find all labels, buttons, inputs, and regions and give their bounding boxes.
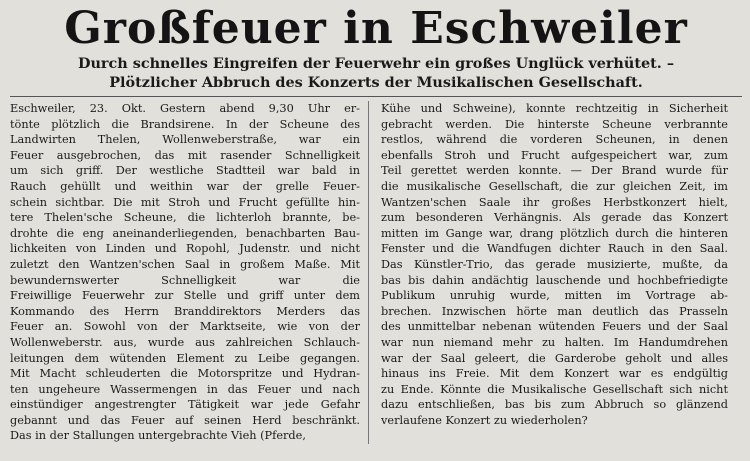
text-line: Wollenweberstr. aus, wurde aus zahlreichen Schlauch- [10, 335, 360, 349]
text-line: brechen. Inzwischen hörte man deutlich das Prasseln [381, 304, 728, 318]
text-line: ebenfalls Stroh und Frucht aufgespeichert war, zum [381, 148, 728, 162]
column-left [10, 101, 369, 444]
text-line: war der Saal geleert, die Garderobe geholt und alles [381, 351, 728, 365]
text-line: Fenster und die Wandfugen dichter Rauch in den Saal. [381, 242, 728, 256]
text-line: dazu entschließen, bas bis zum Abbruch so glänzend [381, 398, 728, 412]
text-line: mitten im Gange war, drang plötzlich durch die hinteren [381, 226, 728, 240]
text-line: drohte die eng aneinanderliegenden, benachbarten Bau- [10, 226, 360, 240]
text-line: Landwirten Thelen, Wollenweberstraße, war ein [10, 133, 360, 147]
text-line: gebracht werden. Die hinterste Scheune verbrannte [381, 117, 728, 131]
column-right [369, 101, 728, 444]
text-line: Publikum unruhig wurde, mitten im Vortrage ab- [381, 289, 728, 303]
text-line: restlos, während die vorderen Scheunen, in denen [381, 133, 728, 147]
text-line: tere Thelen'sche Scheune, die lichterloh brannte, be- [10, 211, 360, 225]
headline: Großfeuer in Eschweiler [64, 3, 688, 54]
text-line: Das Künstler-Trio, das gerade musizierte, mußte, da [381, 257, 728, 271]
text-line: schein sichtbar. Die mit Stroh und Frucht gefüllte hin- [10, 195, 360, 209]
text-line: zum besonderen Verhängnis. Als gerade das Konzert [381, 211, 728, 225]
text-line: bas bis dahin andächtig lauschende und hochbefriedigte [381, 273, 728, 287]
text-line: bewundernswerter Schnelligkeit war die [10, 273, 360, 287]
text-line: Eschweiler, 23. Okt. Gestern abend 9,30 Uhr er- [10, 102, 360, 115]
text-line: Wantzen'schen Saale ihr großes Herbstkonzert hielt, [381, 195, 728, 209]
subhead-line-1: Durch schnelles Eingreifen der Feuerwehr ein großes Unglück verhütet. – [77, 55, 675, 72]
text-line: hinaus ins Freie. Mit dem Konzert war es endgültig [381, 367, 728, 381]
text-line: Mit Macht schleuderten die Motorspritze und Hydran- [10, 367, 360, 381]
divider [10, 96, 742, 97]
text-line: Feuer ausgebrochen, das mit rasender Schnelligkeit [10, 148, 360, 162]
text-line: um sich griff. Der westliche Stadtteil war bald in [10, 164, 360, 178]
text-line: lichkeiten von Linden und Ropohl, Judenstr. und nicht [10, 242, 360, 256]
text-line: zuletzt den Wantzen'schen Saal in großem Maße. Mit [10, 257, 360, 271]
text-line: ten ungeheure Wassermengen in das Feuer und nach [10, 382, 360, 396]
text-line: einstündiger angestrengter Tätigkeit war jede Gefahr [10, 398, 360, 412]
subhead-line-2: Plötzlicher Abbruch des Konzerts der Musikalischen Gesellschaft. [109, 74, 643, 91]
text-line: Kommando des Herrn Branddirektors Merders das [10, 304, 360, 318]
text-line: zu Ende. Könnte die Musikalische Gesellschaft sich nicht [381, 382, 728, 396]
text-line: die musikalische Gesellschaft, die zur gleichen Zeit, im [381, 179, 728, 193]
text-line: war nun niemand mehr zu halten. Im Handumdrehen [381, 335, 728, 349]
text-line: Freiwillige Feuerwehr zur Stelle und griff unter dem [10, 289, 360, 303]
text-line: gebannt und das Feuer auf seinen Herd beschränkt. [10, 413, 360, 427]
article-body [10, 101, 742, 444]
text-line: Feuer an. Sowohl von der Marktseite, wie von der [10, 320, 360, 334]
text-line: Kühe und Schweine), konnte rechtzeitig in Sicherheit [381, 102, 728, 115]
text-line: Das in der Stallungen untergebrachte Vieh (Pferde, [10, 429, 306, 443]
text-line: verlaufene Konzert zu wiederholen? [381, 413, 588, 427]
text-line: tönte plötzlich die Brandsirene. In der Scheune des [10, 117, 360, 131]
text-line: Rauch gehüllt und weithin war der grelle Feuer- [10, 179, 360, 193]
text-line: leitungen dem wütenden Element zu Leibe gegangen. [10, 351, 360, 365]
text-line: Teil gerettet werden konnte. — Der Brand wurde für [381, 164, 728, 178]
text-line: des unmittelbar nebenan wütenden Feuers und der Saal [381, 320, 728, 334]
